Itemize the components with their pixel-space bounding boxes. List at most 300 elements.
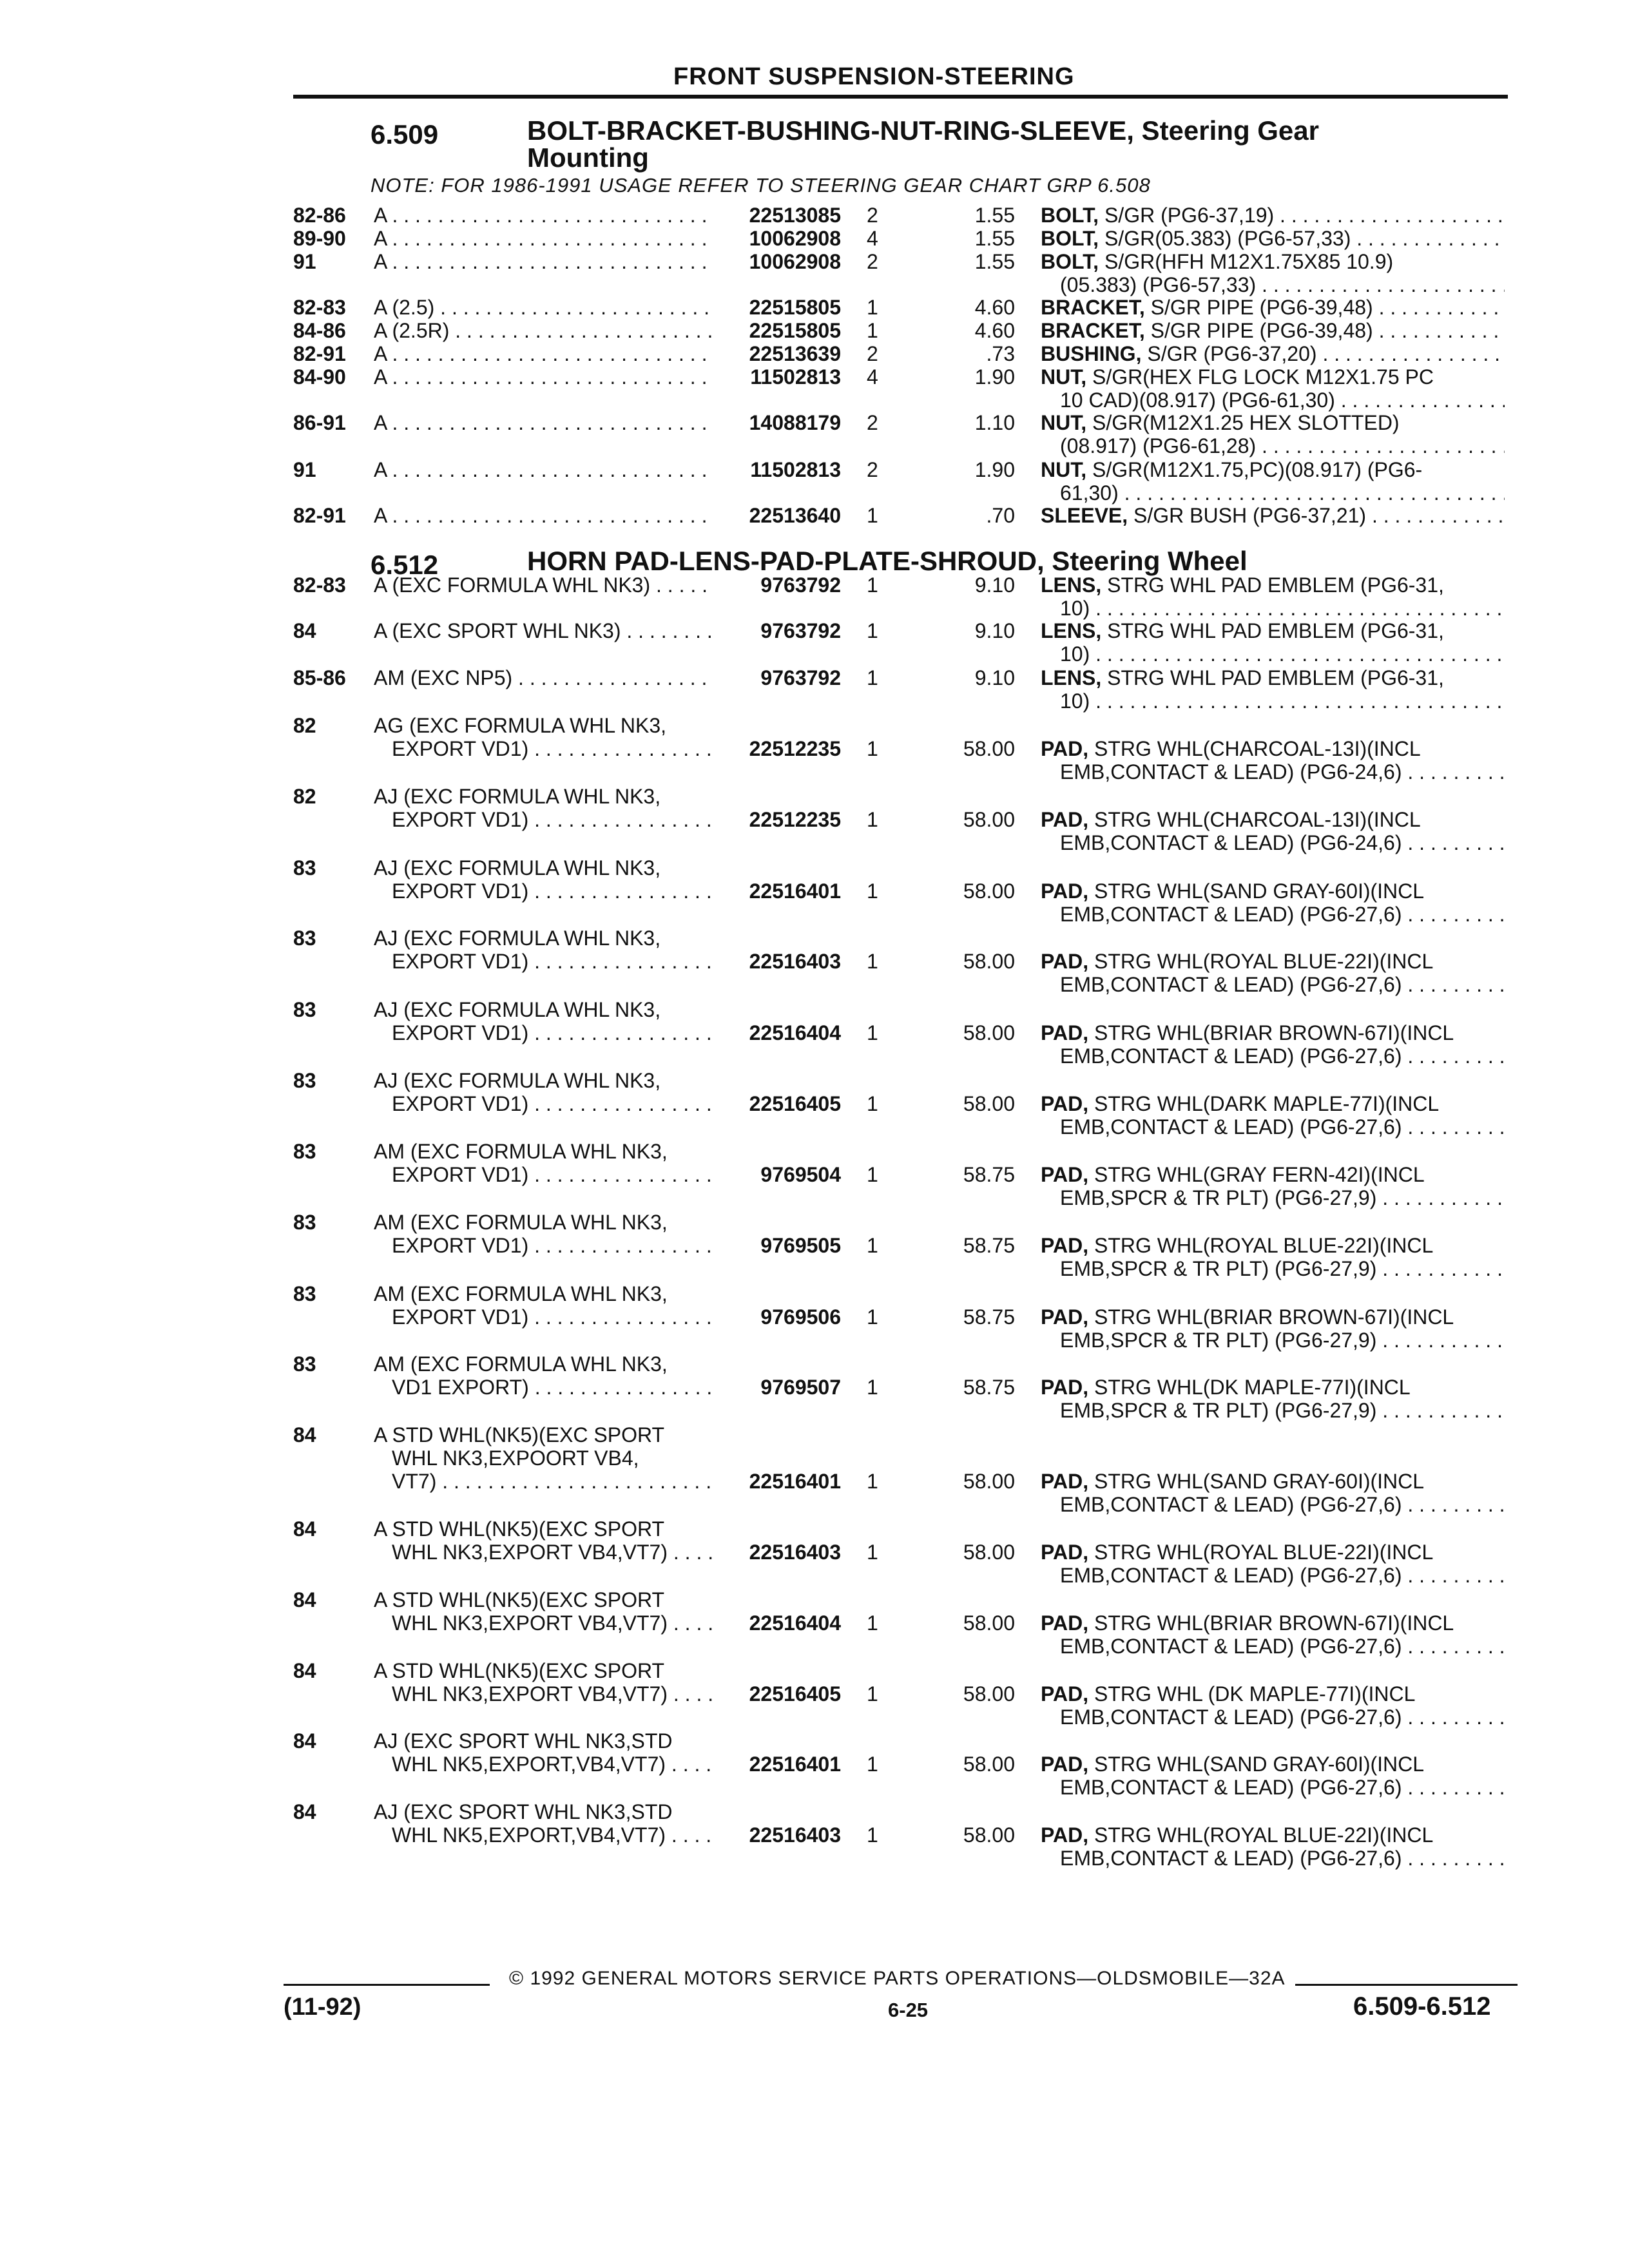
description-text: S/GR(M12X1.25 HEX SLOTTED)	[1092, 411, 1400, 434]
description-text: S/GR(M12X1.75,PC)(08.917) (PG6-	[1092, 458, 1423, 481]
year-range: 83	[293, 998, 316, 1021]
price: 1.10	[974, 411, 1015, 434]
description-line: EMB,SPCR & TR PLT) (PG6-27,9) . . .	[1041, 1186, 1505, 1209]
year-range: 84	[293, 1659, 316, 1682]
description-text: STRG WHL(CHARCOAL-13I)(INCL	[1094, 808, 1421, 831]
part-number: 9769507	[760, 1376, 841, 1399]
description-text: STRG WHL(DARK MAPLE-77I)(INCL	[1094, 1092, 1440, 1115]
application-line: EXPORT VD1) . . .	[374, 1305, 712, 1329]
description-text: STRG WHL(SAND GRAY-60I)(INCL	[1094, 1470, 1425, 1493]
application	[374, 342, 712, 365]
description-text: S/GR(HEX FLG LOCK M12X1.75 PC	[1092, 365, 1434, 389]
part-number: 22516401	[749, 879, 841, 903]
part-number: 22516403	[749, 950, 841, 973]
quantity: 2	[867, 458, 878, 481]
application	[374, 927, 712, 973]
description-line: (05.383) (PG6-57,33) . . .	[1041, 273, 1505, 296]
price: 58.00	[963, 1470, 1015, 1493]
description-part-name: PAD,	[1041, 1163, 1089, 1186]
description-line	[1041, 619, 1505, 642]
application-line: A (2.5R) . . .	[374, 319, 712, 342]
application-line: AJ (EXC FORMULA WHL NK3,	[374, 927, 661, 950]
year-range: 83	[293, 1140, 316, 1163]
application	[374, 785, 712, 831]
year-range: 89-90	[293, 227, 346, 250]
application-line: A STD WHL(NK5)(EXC SPORT	[374, 1517, 665, 1541]
description-part-name: NUT,	[1041, 365, 1087, 389]
part-number: 22516403	[749, 1541, 841, 1564]
description-text: STRG WHL(SAND GRAY-60I)(INCL	[1094, 1753, 1425, 1776]
year-range: 82-86	[293, 204, 346, 227]
description-part-name: LENS,	[1041, 573, 1102, 597]
price: 1.90	[974, 365, 1015, 389]
application	[374, 296, 712, 319]
description-line	[1041, 808, 1505, 831]
description-part-name: PAD,	[1041, 1305, 1089, 1329]
application	[374, 1729, 712, 1776]
application	[374, 319, 712, 342]
quantity: 1	[867, 1234, 878, 1257]
price: .73	[986, 342, 1015, 365]
price: 58.75	[963, 1234, 1015, 1257]
application	[374, 1423, 712, 1493]
description-line	[1041, 1823, 1505, 1847]
price: 58.00	[963, 1682, 1015, 1706]
price: .70	[986, 504, 1015, 527]
description-text: STRG WHL(GRAY FERN-42I)(INCL	[1094, 1163, 1425, 1186]
price: 58.00	[963, 808, 1015, 831]
application-line: WHL NK5,EXPORT,VB4,VT7) . . .	[374, 1753, 712, 1776]
price: 58.00	[963, 1753, 1015, 1776]
part-number: 22512235	[749, 737, 841, 760]
quantity: 1	[867, 1021, 878, 1044]
application-line: AM (EXC FORMULA WHL NK3,	[374, 1211, 668, 1234]
description-line	[1041, 1611, 1505, 1635]
description	[1041, 619, 1505, 666]
section-title: HORN PAD-LENS-PAD-PLATE-SHROUD, Steering Wheel	[527, 546, 1248, 576]
application	[374, 998, 712, 1044]
application-line: AJ (EXC SPORT WHL NK3,STD	[374, 1800, 673, 1823]
part-number: 9763792	[760, 573, 841, 597]
description-line: EMB,SPCR & TR PLT) (PG6-27,9) . . .	[1041, 1257, 1505, 1280]
part-number: 22515805	[749, 319, 841, 342]
application-line: A STD WHL(NK5)(EXC SPORT	[374, 1659, 665, 1682]
application	[374, 365, 712, 389]
quantity: 1	[867, 666, 878, 689]
footer-rule-left	[284, 1984, 490, 1986]
footer-copyright: © 1992 GENERAL MOTORS SERVICE PARTS OPERATIONS—OLDSMOBILE—32A	[509, 1968, 1286, 1989]
description-text: STRG WHL(BRIAR BROWN-67I)(INCL	[1094, 1021, 1454, 1044]
year-range: 82-91	[293, 342, 346, 365]
description-line	[1041, 573, 1505, 597]
price: 58.00	[963, 950, 1015, 973]
description-line: EMB,CONTACT & LEAD) (PG6-27,6) . . .	[1041, 1635, 1505, 1658]
description-line: 10) . . .	[1041, 642, 1505, 666]
description	[1041, 250, 1505, 296]
description	[1041, 1541, 1505, 1587]
application-line: EXPORT VD1) . . .	[374, 950, 712, 973]
description-line	[1041, 666, 1505, 689]
part-number: 22516404	[749, 1021, 841, 1044]
application-line: AJ (EXC FORMULA WHL NK3,	[374, 1069, 661, 1092]
description-part-name: BOLT,	[1041, 204, 1099, 227]
description-line	[1041, 1021, 1505, 1044]
description	[1041, 1823, 1505, 1870]
description-line	[1041, 458, 1505, 481]
description-line	[1041, 879, 1505, 903]
year-range: 91	[293, 250, 316, 273]
description	[1041, 950, 1505, 996]
description-text: STRG WHL(BRIAR BROWN-67I)(INCL	[1094, 1305, 1454, 1329]
quantity: 2	[867, 342, 878, 365]
price: 58.00	[963, 1611, 1015, 1635]
quantity: 1	[867, 319, 878, 342]
quantity: 1	[867, 573, 878, 597]
application-line: A . . .	[374, 227, 712, 250]
application-line: A . . .	[374, 250, 712, 273]
part-number: 22516405	[749, 1092, 841, 1115]
quantity: 2	[867, 411, 878, 434]
description-line	[1041, 227, 1505, 250]
description-line	[1041, 950, 1505, 973]
description-part-name: PAD,	[1041, 1753, 1089, 1776]
description	[1041, 458, 1505, 505]
application-line: AJ (EXC FORMULA WHL NK3,	[374, 998, 661, 1021]
description-part-name: LENS,	[1041, 666, 1102, 689]
description-line: (08.917) (PG6-61,28) . . .	[1041, 434, 1505, 457]
description-line	[1041, 1092, 1505, 1115]
description-text: S/GR PIPE (PG6-39,48)	[1150, 296, 1373, 319]
description	[1041, 1376, 1505, 1422]
description-line: EMB,CONTACT & LEAD) (PG6-27,6) . . .	[1041, 1115, 1505, 1139]
description-text: S/GR BUSH (PG6-37,21)	[1133, 504, 1367, 527]
description	[1041, 1021, 1505, 1068]
application	[374, 1588, 712, 1635]
description	[1041, 319, 1505, 342]
year-range: 82-91	[293, 504, 346, 527]
description-text: STRG WHL(ROYAL BLUE-22I)(INCL	[1094, 1823, 1434, 1847]
application-line: EXPORT VD1) . . .	[374, 1092, 712, 1115]
description	[1041, 411, 1505, 457]
application-line: A . . .	[374, 342, 712, 365]
description	[1041, 1305, 1505, 1352]
section-note: NOTE: FOR 1986-1991 USAGE REFER TO STEERING GEAR CHART GRP 6.508	[371, 174, 1151, 197]
section-number: 6.512	[371, 550, 439, 580]
application	[374, 250, 712, 273]
description	[1041, 204, 1505, 227]
quantity: 2	[867, 250, 878, 273]
application-line: WHL NK3,EXPORT VB4,VT7) . . .	[374, 1611, 712, 1635]
application	[374, 1517, 712, 1564]
application	[374, 666, 712, 689]
quantity: 1	[867, 808, 878, 831]
part-number: 22516403	[749, 1823, 841, 1847]
description-part-name: LENS,	[1041, 619, 1102, 642]
description-part-name: PAD,	[1041, 808, 1089, 831]
part-number: 22516405	[749, 1682, 841, 1706]
part-number: 22516401	[749, 1753, 841, 1776]
description-text: S/GR(05.383) (PG6-57,33)	[1104, 227, 1351, 250]
description-text: STRG WHL(DK MAPLE-77I)(INCL	[1094, 1376, 1411, 1399]
application-line: A STD WHL(NK5)(EXC SPORT	[374, 1588, 665, 1611]
quantity: 1	[867, 879, 878, 903]
description	[1041, 227, 1505, 250]
application	[374, 714, 712, 760]
price: 58.75	[963, 1163, 1015, 1186]
year-range: 82-83	[293, 296, 346, 319]
quantity: 1	[867, 737, 878, 760]
description-part-name: PAD,	[1041, 950, 1089, 973]
part-number: 22516404	[749, 1611, 841, 1635]
year-range: 83	[293, 1211, 316, 1234]
description-line: EMB,CONTACT & LEAD) (PG6-27,6) . . .	[1041, 1044, 1505, 1068]
price: 1.55	[974, 250, 1015, 273]
description-line	[1041, 342, 1505, 365]
quantity: 1	[867, 1470, 878, 1493]
description-line	[1041, 296, 1505, 319]
year-range: 82-83	[293, 573, 346, 597]
quantity: 1	[867, 619, 878, 642]
year-range: 83	[293, 856, 316, 879]
description	[1041, 1092, 1505, 1139]
application-line: AM (EXC NP5) . . .	[374, 666, 712, 689]
description-text: STRG WHL(SAND GRAY-60I)(INCL	[1094, 879, 1425, 903]
price: 58.00	[963, 1823, 1015, 1847]
application-line: EXPORT VD1) . . .	[374, 737, 712, 760]
application	[374, 458, 712, 481]
description-text: S/GR(HFH M12X1.75X85 10.9)	[1104, 250, 1394, 273]
part-number: 9769505	[760, 1234, 841, 1257]
description	[1041, 737, 1505, 783]
price: 4.60	[974, 319, 1015, 342]
application-line: EXPORT VD1) . . .	[374, 808, 712, 831]
application-line: VD1 EXPORT) . . .	[374, 1376, 712, 1399]
description	[1041, 342, 1505, 365]
description-line: EMB,CONTACT & LEAD) (PG6-27,6) . . .	[1041, 1776, 1505, 1799]
year-range: 82	[293, 714, 316, 737]
application-line: A (2.5) . . .	[374, 296, 712, 319]
description-text: STRG WHL PAD EMBLEM (PG6-31,	[1107, 619, 1444, 642]
application-line: A . . .	[374, 365, 712, 389]
part-number: 22515805	[749, 296, 841, 319]
description	[1041, 504, 1505, 527]
header-rule	[293, 95, 1508, 99]
application-line: A (EXC FORMULA WHL NK3) . . .	[374, 573, 712, 597]
price: 4.60	[974, 296, 1015, 319]
application	[374, 1140, 712, 1186]
footer-date: (11-92)	[284, 1994, 361, 2021]
quantity: 4	[867, 365, 878, 389]
description-line	[1041, 319, 1505, 342]
part-number: 11502813	[750, 458, 841, 481]
year-range: 82	[293, 785, 316, 808]
description-line: EMB,SPCR & TR PLT) (PG6-27,9) . . .	[1041, 1399, 1505, 1422]
description	[1041, 1682, 1505, 1729]
application	[374, 856, 712, 903]
quantity: 1	[867, 1823, 878, 1847]
description-line: 10) . . .	[1041, 689, 1505, 713]
description-part-name: PAD,	[1041, 1021, 1089, 1044]
description-text: STRG WHL PAD EMBLEM (PG6-31,	[1107, 666, 1444, 689]
price: 58.75	[963, 1376, 1015, 1399]
price: 9.10	[974, 619, 1015, 642]
footer-rule-right	[1295, 1984, 1518, 1986]
application	[374, 1659, 712, 1706]
application-line: AJ (EXC SPORT WHL NK3,STD	[374, 1729, 673, 1753]
price: 9.10	[974, 573, 1015, 597]
price: 58.00	[963, 1541, 1015, 1564]
part-number: 9763792	[760, 619, 841, 642]
price: 58.00	[963, 737, 1015, 760]
application-line: A . . .	[374, 458, 712, 481]
application	[374, 227, 712, 250]
description-line	[1041, 1682, 1505, 1706]
section-title: BOLT-BRACKET-BUSHING-NUT-RING-SLEEVE, Steering Gear Mounting	[527, 115, 1319, 173]
year-range: 83	[293, 1069, 316, 1092]
application-line: WHL NK5,EXPORT,VB4,VT7) . . .	[374, 1823, 712, 1847]
application	[374, 1800, 712, 1847]
description	[1041, 296, 1505, 319]
part-number: 9769504	[760, 1163, 841, 1186]
quantity: 1	[867, 1092, 878, 1115]
part-number: 22513640	[749, 504, 841, 527]
description-part-name: NUT,	[1041, 411, 1087, 434]
description-text: STRG WHL(ROYAL BLUE-22I)(INCL	[1094, 950, 1434, 973]
part-number: 22513085	[749, 204, 841, 227]
description-text: STRG WHL(BRIAR BROWN-67I)(INCL	[1094, 1611, 1454, 1635]
description-text: STRG WHL (DK MAPLE-77I)(INCL	[1094, 1682, 1416, 1706]
description	[1041, 879, 1505, 926]
year-range: 86-91	[293, 411, 346, 434]
application	[374, 411, 712, 434]
part-number: 22512235	[749, 808, 841, 831]
description-part-name: BRACKET,	[1041, 296, 1145, 319]
description-line	[1041, 204, 1505, 227]
description-part-name: PAD,	[1041, 1541, 1089, 1564]
description-line: EMB,CONTACT & LEAD) (PG6-27,6) . . .	[1041, 903, 1505, 926]
part-number: 22516401	[749, 1470, 841, 1493]
year-range: 85-86	[293, 666, 346, 689]
application-line: A (EXC SPORT WHL NK3) . . .	[374, 619, 712, 642]
description-text: STRG WHL(ROYAL BLUE-22I)(INCL	[1094, 1234, 1434, 1257]
quantity: 1	[867, 1682, 878, 1706]
description-part-name: PAD,	[1041, 1823, 1089, 1847]
description-line	[1041, 504, 1505, 527]
description-line: EMB,CONTACT & LEAD) (PG6-27,6) . . .	[1041, 1847, 1505, 1870]
price: 58.00	[963, 1021, 1015, 1044]
part-number: 10062908	[749, 250, 841, 273]
application-line: WHL NK3,EXPORT VB4,VT7) . . .	[374, 1541, 712, 1564]
page-header-title: FRONT SUSPENSION-STEERING	[673, 63, 1075, 90]
description-line	[1041, 1234, 1505, 1257]
description-line	[1041, 1305, 1505, 1329]
part-number: 14088179	[749, 411, 841, 434]
year-range: 83	[293, 927, 316, 950]
quantity: 4	[867, 227, 878, 250]
application-line: EXPORT VD1) . . .	[374, 1021, 712, 1044]
year-range: 84-90	[293, 365, 346, 389]
description	[1041, 1234, 1505, 1280]
description-line	[1041, 411, 1505, 434]
description-part-name: NUT,	[1041, 458, 1087, 481]
description	[1041, 1611, 1505, 1658]
description-part-name: PAD,	[1041, 1092, 1089, 1115]
application-line: EXPORT VD1) . . .	[374, 1234, 712, 1257]
description-part-name: BUSHING,	[1041, 342, 1142, 365]
application-line: EXPORT VD1) . . .	[374, 879, 712, 903]
description-part-name: PAD,	[1041, 1682, 1089, 1706]
application	[374, 573, 712, 597]
application	[374, 204, 712, 227]
application	[374, 1211, 712, 1257]
part-number: 9769506	[760, 1305, 841, 1329]
description	[1041, 1753, 1505, 1799]
description-text: STRG WHL(ROYAL BLUE-22I)(INCL	[1094, 1541, 1434, 1564]
description	[1041, 365, 1505, 412]
quantity: 1	[867, 1163, 878, 1186]
year-range: 84-86	[293, 319, 346, 342]
application-line: WHL NK3,EXPORT VB4,VT7) . . .	[374, 1682, 712, 1706]
description-line: EMB,CONTACT & LEAD) (PG6-27,6) . . .	[1041, 1564, 1505, 1587]
quantity: 1	[867, 1541, 878, 1564]
description	[1041, 1163, 1505, 1209]
quantity: 1	[867, 1305, 878, 1329]
quantity: 2	[867, 204, 878, 227]
application-line: AM (EXC FORMULA WHL NK3,	[374, 1282, 668, 1305]
description-part-name: PAD,	[1041, 737, 1089, 760]
quantity: 1	[867, 1753, 878, 1776]
description-part-name: PAD,	[1041, 1470, 1089, 1493]
application-line: AG (EXC FORMULA WHL NK3,	[374, 714, 666, 737]
year-range: 84	[293, 1423, 316, 1446]
application-line: AM (EXC FORMULA WHL NK3,	[374, 1140, 668, 1163]
application	[374, 504, 712, 527]
description-text: STRG WHL PAD EMBLEM (PG6-31,	[1107, 573, 1444, 597]
description-line: EMB,CONTACT & LEAD) (PG6-24,6) . . .	[1041, 831, 1505, 854]
year-range: 83	[293, 1282, 316, 1305]
price: 1.90	[974, 458, 1015, 481]
part-number: 9763792	[760, 666, 841, 689]
description-part-name: BOLT,	[1041, 250, 1099, 273]
application-line: A . . .	[374, 504, 712, 527]
description	[1041, 573, 1505, 620]
price: 58.00	[963, 879, 1015, 903]
description-line: EMB,CONTACT & LEAD) (PG6-27,6) . . .	[1041, 1706, 1505, 1729]
application-line: WHL NK3,EXPOORT VB4,	[392, 1446, 639, 1470]
description-part-name: SLEEVE,	[1041, 504, 1128, 527]
description-line: EMB,CONTACT & LEAD) (PG6-27,6) . . .	[1041, 1493, 1505, 1516]
description-line: 61,30) . . .	[1041, 481, 1505, 505]
price: 1.55	[974, 204, 1015, 227]
description-line	[1041, 1753, 1505, 1776]
description	[1041, 808, 1505, 854]
description-text: S/GR PIPE (PG6-39,48)	[1150, 319, 1373, 342]
description-part-name: PAD,	[1041, 1611, 1089, 1635]
quantity: 1	[867, 1376, 878, 1399]
year-range: 84	[293, 619, 316, 642]
part-number: 22513639	[749, 342, 841, 365]
year-range: 84	[293, 1517, 316, 1541]
description	[1041, 1470, 1505, 1516]
description-part-name: PAD,	[1041, 1376, 1089, 1399]
application-line: A . . .	[374, 411, 712, 434]
part-number: 10062908	[749, 227, 841, 250]
application-line: AM (EXC FORMULA WHL NK3,	[374, 1352, 668, 1376]
description-line	[1041, 1376, 1505, 1399]
price: 9.10	[974, 666, 1015, 689]
application-line: A . . .	[374, 204, 712, 227]
description-part-name: PAD,	[1041, 879, 1089, 903]
